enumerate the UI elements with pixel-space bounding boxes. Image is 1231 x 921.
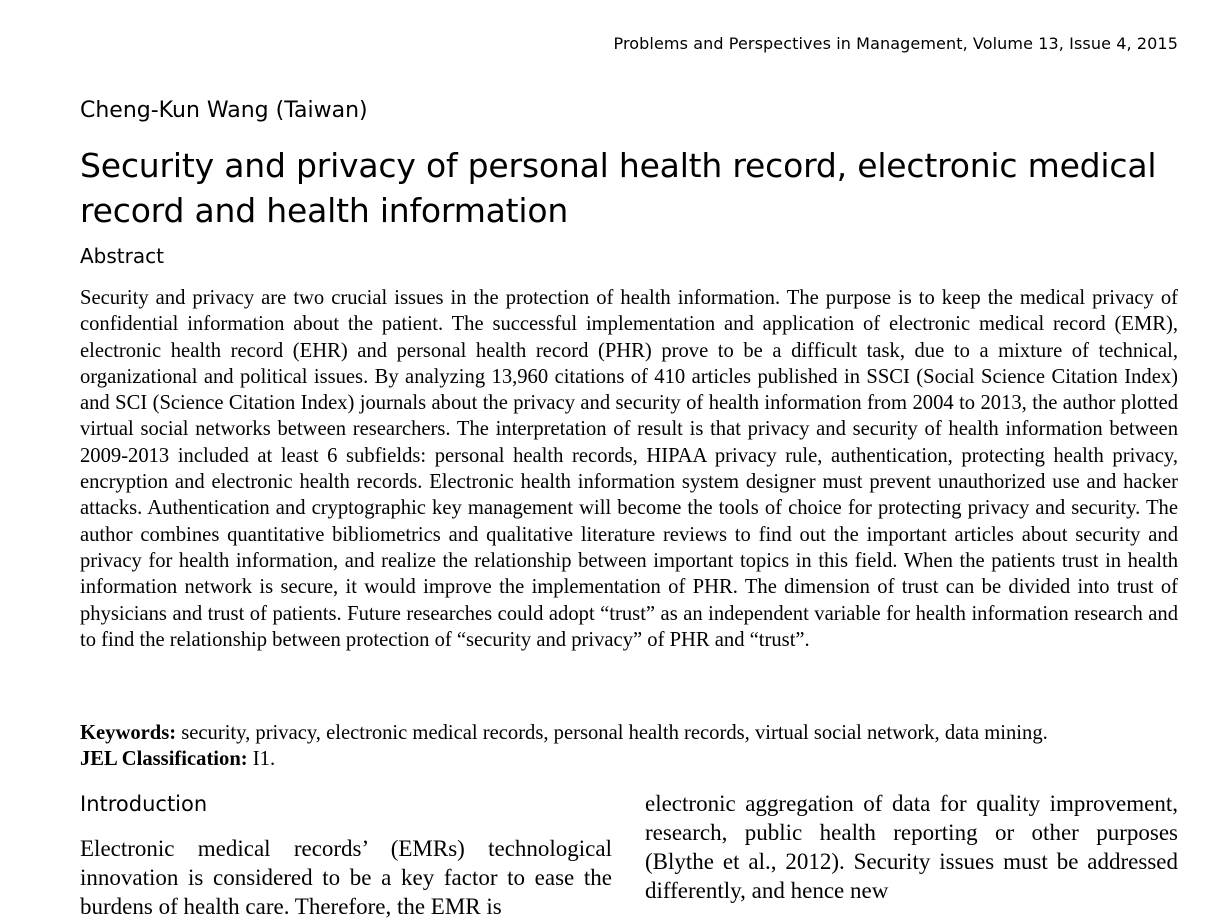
- introduction-heading: Introduction: [80, 792, 208, 816]
- keywords-line: [80, 720, 1178, 746]
- jel-label: JEL Classification:: [80, 748, 248, 770]
- keywords-label: Keywords:: [80, 722, 177, 744]
- abstract-text: Security and privacy are two crucial issues in the protection of health information. The purpose is to keep the medical privacy of confidential information about the patient. The successful implementation and application of electronic medical record (EMR), electronic health record (EHR) and personal health record (PHR) prove to be a difficult task, due to a mixture of technical, organizational and political issues. By analyzing 13,960 citations of 410 articles published in SSCI (Social Science Citation Index) and SCI (Science Citation Index) journals about the privacy and security of health information from 2004 to 2013, the author plotted virtual social networks between researchers. The interpretation of result is that privacy and security of health information between 2009-2013 included at least 6 subfields: personal health records, HIPAA privacy rule, authentication, protecting health privacy, encryption and electronic health records. Electronic health information system designer must prevent unauthorized use and hacker attacks. Authentication and cryptographic key management will become the tools of choice for protecting privacy and security. The author combines quantitative bibliometrics and qualitative literature reviews to find out the important articles about security and privacy for health information, and realize the relationship between important topics in this field. When the patients trust in health information network is secure, it would improve the implementation of PHR. The dimension of trust can be divided into trust of physicians and trust of patients. Future researches could adopt “trust” as an independent variable for health information research and to find the relationship between protection of “security and privacy” of PHR and “trust”.: [80, 287, 1178, 651]
- jel-line: [80, 746, 1178, 772]
- intro-right-column: electronic aggregation of data for quality improvement, research, public health reporting or other purposes (Blythe et al., 2012). Security issues must be addressed differently, and hence new: [645, 791, 1178, 903]
- jel-value: I1.: [252, 748, 276, 770]
- paper-title: Security and privacy of personal health record, electronic medical record and health information: [80, 146, 1157, 230]
- intro-left-column: Electronic medical records’ (EMRs) technological innovation is considered to be a key factor to ease the burdens of health care. Therefore, the EMR is: [80, 836, 612, 919]
- abstract-heading: Abstract: [80, 244, 164, 268]
- journal-header: Problems and Perspectives in Management, Volume 13, Issue 4, 2015: [613, 34, 1178, 53]
- author-line: Cheng-Kun Wang (Taiwan): [80, 98, 368, 123]
- keywords-block: [80, 720, 1178, 772]
- keywords-value: security, privacy, electronic medical records, personal health records, virtual social network, data mining.: [181, 722, 1048, 744]
